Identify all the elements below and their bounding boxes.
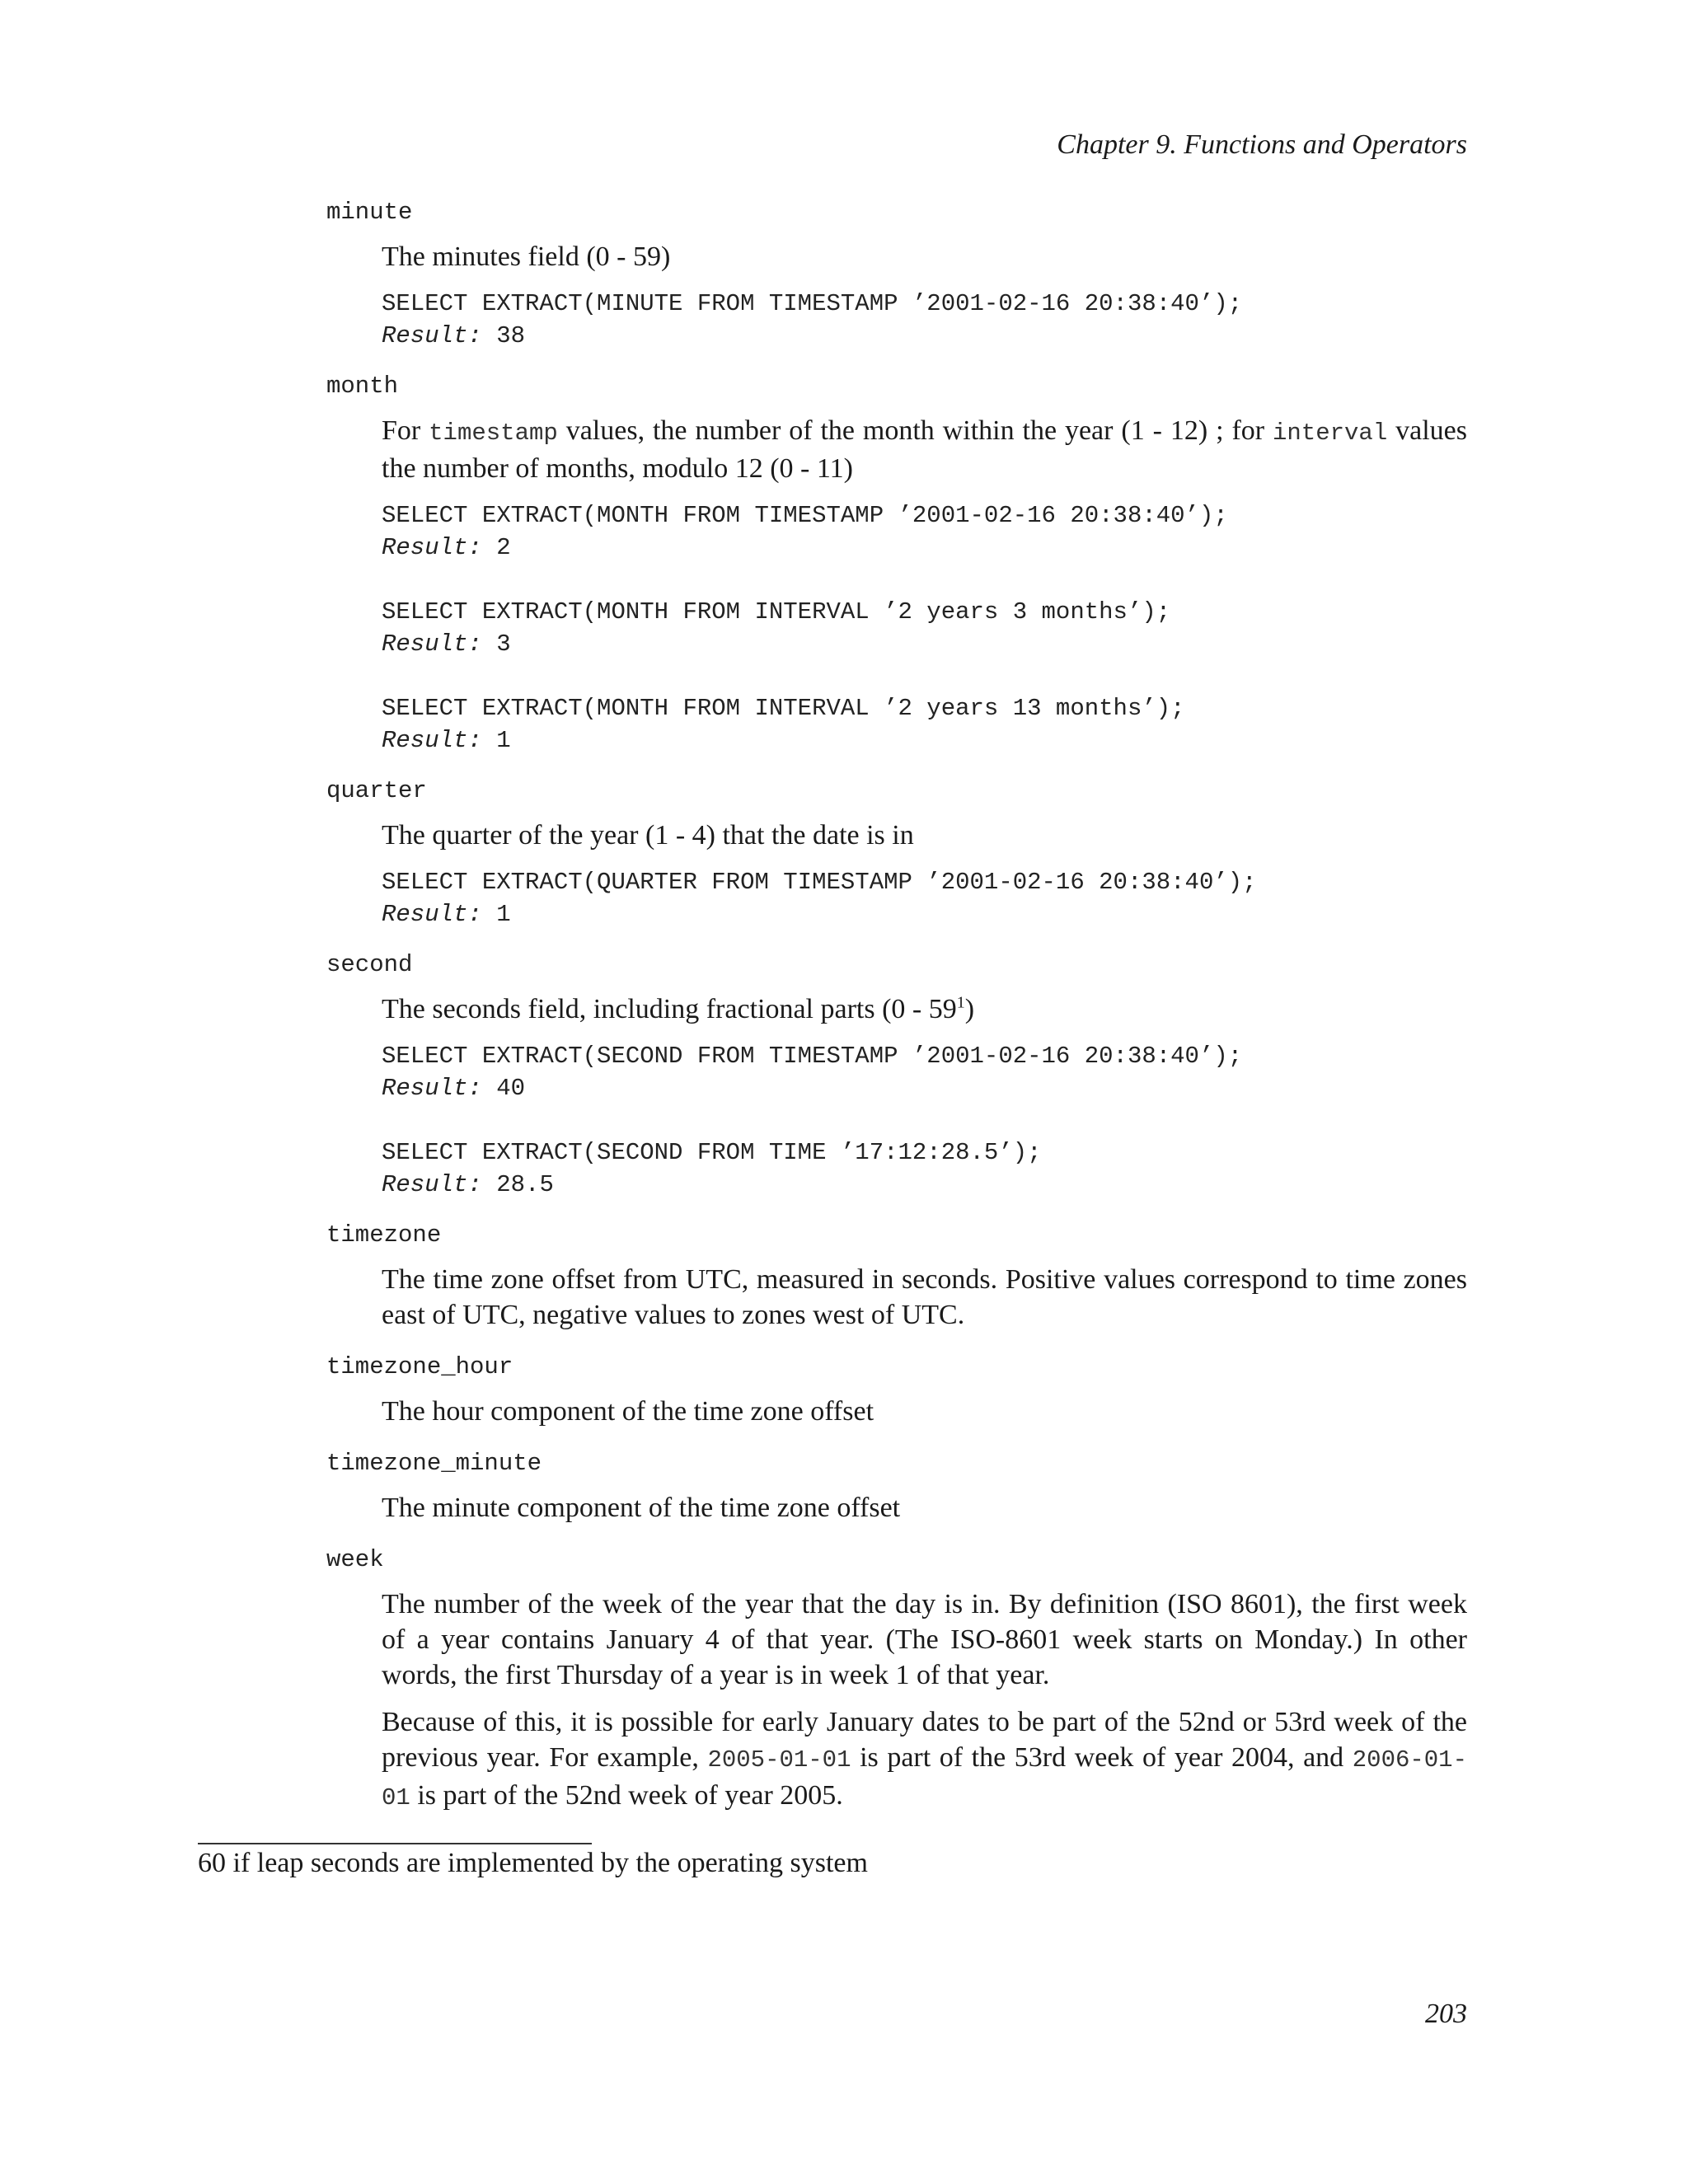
sql-statement: SELECT EXTRACT(MONTH FROM TIMESTAMP ’2001-02-16 20:38:40’); [382,502,1228,529]
description: The minutes field (0 - 59) [382,241,671,272]
term-second: second [326,951,413,978]
result-value: 1 [496,901,511,928]
result-value: 40 [496,1075,526,1102]
sql-statement: SELECT EXTRACT(MINUTE FROM TIMESTAMP ’2001-02-16 20:38:40’); [382,290,1243,317]
footnote-ref[interactable]: 1 [956,993,965,1012]
result-value: 38 [496,322,526,349]
code-example [382,866,1467,930]
result-value: 1 [496,727,511,754]
entry-timezone-minute [326,1449,1467,1526]
description: The seconds field, including fractional parts $(0 - 59^1)$ [382,993,975,1024]
definition-list [326,198,1467,1816]
result-value: 3 [496,630,511,658]
code-example [382,288,1467,352]
term-week: week [326,1546,384,1573]
sql-statement: SELECT EXTRACT(QUARTER FROM TIMESTAMP ’2001-02-16 20:38:40’); [382,869,1257,896]
result-label: Result: [382,1171,482,1198]
inline-code: 2006-01-01 [382,1746,1467,1811]
description: For timestamp values, the number of the month within the year (1 - 12) ; for interval values the number of months, modulo 12 (0 - 11) [382,415,1468,484]
result-value: 28.5 [496,1171,554,1198]
sql-statement: SELECT EXTRACT(MONTH FROM INTERVAL ’2 years 3 months’); [382,598,1171,626]
sql-statement: SELECT EXTRACT(SECOND FROM TIMESTAMP ’2001-02-16 20:38:40’); [382,1043,1243,1070]
term-minute: minute [326,199,413,226]
entry-second [326,950,1467,1201]
term-timezone: timezone [326,1221,442,1249]
result-label: Result: [382,727,482,754]
description-continued: Because of this, it is possible for early January dates to be part of the 52nd or 53rd week of the previous year. For example, 2005-01-01 is part of the 53rd week of year 2004, and 2006-01-01 is part of the 52nd week of year 2005. [382,1707,1467,1811]
page-number: 203 [1425,1999,1467,2029]
inline-code: 2005-01-01 [707,1746,851,1774]
entry-month [326,372,1467,757]
entry-quarter [326,776,1467,930]
result-label: Result: [382,322,482,349]
description: The quarter of the year (1 - 4) that the date is in [382,820,914,851]
result-value: 2 [496,534,511,561]
entry-timezone [326,1221,1467,1333]
term-quarter: quarter [326,777,427,804]
inline-code: interval [1273,419,1388,447]
running-header: Chapter 9. Functions and Operators [1057,129,1467,160]
term-timezone-hour: timezone_hour [326,1353,513,1380]
term-month: month [326,373,399,400]
code-example [382,1040,1467,1201]
description: The time zone offset from UTC, measured in seconds. Positive values correspond to time zones east of UTC, negative values to zones west of UTC. [382,1264,1467,1330]
code-example [382,499,1467,757]
description: The minute component of the time zone offset [382,1493,901,1523]
sql-statement: SELECT EXTRACT(MONTH FROM INTERVAL ’2 years 13 months’); [382,695,1185,722]
entry-week [326,1545,1467,1816]
term-timezone-minute: timezone_minute [326,1450,542,1477]
sql-statement: SELECT EXTRACT(SECOND FROM TIME ’17:12:28.5’); [382,1139,1042,1166]
entry-minute [326,198,1467,352]
footnote: 60 if leap seconds are implemented by the operating system [198,1848,868,1878]
inline-code: timestamp [429,419,558,447]
result-label: Result: [382,901,482,928]
result-label: Result: [382,534,482,561]
result-label: Result: [382,1075,482,1102]
result-label: Result: [382,630,482,658]
description: The number of the week of the year that the day is in. By definition (ISO 8601), the first week of a year contains January 4 of that year. (The ISO-8601 week starts on Monday.) In other words, the first Thursday of a year is in week 1 of that year. [382,1589,1467,1690]
description: The hour component of the time zone offset [382,1396,874,1427]
entry-timezone-hour [326,1352,1467,1429]
footnote-divider [198,1843,592,1844]
